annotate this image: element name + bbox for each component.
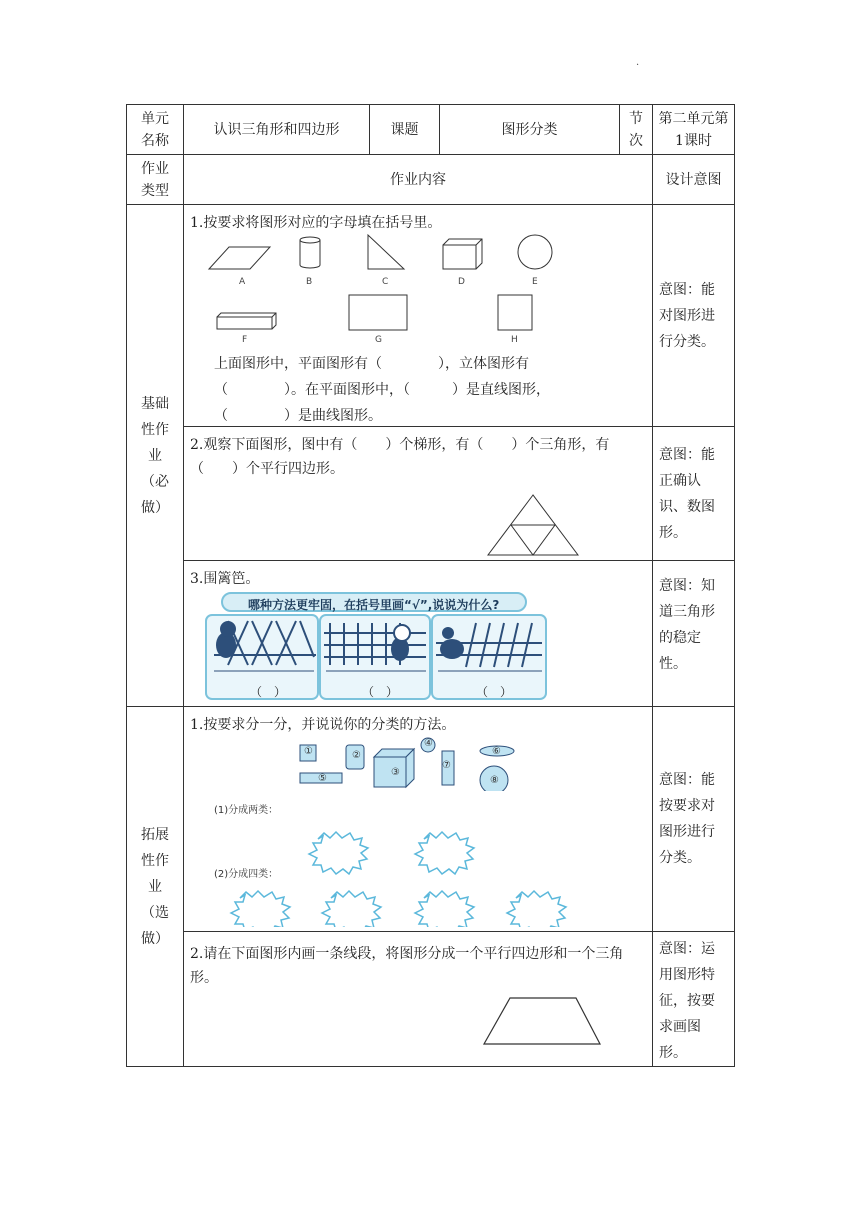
basic-q1-line1: 上面图形中，平面图形有（ ），立体图形有	[214, 356, 529, 372]
topic-label: 课题	[370, 105, 440, 155]
extended-q2	[184, 932, 653, 1067]
basic-q2-prompt: 2.观察下面图形，图中有（ ）个梯形，有（ ）个三角形，有（ ）个平行四边形。	[190, 437, 610, 477]
shape-label: A	[239, 277, 246, 287]
shape-label: H	[511, 335, 518, 345]
basic-q1-line2: （ ）。在平面图形中，（ ）是直线图形，	[214, 382, 550, 398]
shape-label: C	[382, 277, 389, 287]
basic-q3-intent: 意图：知道三角形的稳定性。	[653, 561, 735, 707]
solid-item: ①	[304, 746, 313, 757]
fence-answer-paren[interactable]: （ ）	[476, 685, 513, 699]
basic-q1	[184, 205, 653, 427]
burst-shape	[415, 832, 474, 874]
homework-table	[126, 104, 735, 1067]
solid-item: ⑧	[490, 775, 499, 786]
basic-q2	[184, 427, 653, 561]
shape-d-cube	[443, 239, 482, 269]
burst-shape	[415, 891, 474, 927]
page-mark: ·	[636, 60, 640, 71]
triangle-figure	[484, 493, 584, 559]
extended-category-label: 拓展性作业（选做）	[127, 707, 184, 1067]
basic-q1-intent: 意图：能对图形进行分类。	[653, 205, 735, 427]
intent-label: 设计意图	[653, 155, 735, 205]
extended-q1-prompt: 1.按要求分一分，并说说你的分类的方法。	[190, 717, 456, 733]
burst-shape	[322, 891, 381, 927]
solid-item: ⑤	[318, 773, 327, 784]
basic-category-label: 基础性作业（必做）	[127, 205, 184, 707]
shape-label: G	[375, 335, 382, 345]
lesson-label: 节次	[620, 105, 653, 155]
basic-q2-intent: 意图：能正确认识、数图形。	[653, 427, 735, 561]
shape-label: F	[242, 335, 248, 345]
fence-answer-paren[interactable]: （ ）	[362, 685, 399, 699]
burst-shape	[231, 891, 290, 927]
shape-h-square	[498, 295, 532, 330]
fence-answer-paren[interactable]: （ ）	[250, 685, 287, 699]
trapezoid-figure	[480, 994, 610, 1050]
extended-q1-sub2: (2)分成四类：	[214, 869, 279, 880]
shape-label: D	[458, 277, 465, 287]
shape-g-rectangle	[349, 295, 407, 330]
shape-c-triangle	[368, 235, 404, 269]
shape-a-parallelogram	[209, 247, 270, 269]
content-label: 作业内容	[184, 155, 653, 205]
topic: 图形分类	[440, 105, 620, 155]
basic-q1-prompt: 1.按要求将图形对应的字母填在括号里。	[190, 215, 442, 231]
fence-banner: 哪种方法更牢固，在括号里画“√”,说说为什么?	[248, 598, 500, 612]
shapes-figure	[184, 205, 620, 355]
extended-q1	[184, 707, 653, 932]
unit-name: 认识三角形和四边形	[184, 105, 370, 155]
shape-label: E	[532, 277, 538, 287]
burst-shape	[309, 832, 368, 874]
unit-name-label: 单元名称	[127, 105, 184, 155]
solid-item: ②	[352, 750, 361, 761]
shape-f-cuboid	[217, 313, 276, 329]
type-label: 作业类型	[127, 155, 184, 205]
extended-q1-sub1: (1)分成两类：	[214, 805, 279, 816]
burst-shape	[507, 891, 566, 927]
solid-item: ⑥	[492, 746, 501, 757]
solid-item: ⑦	[442, 760, 451, 771]
shape-b-cylinder	[300, 237, 320, 268]
basic-q3-prompt: 3.围篱笆。	[190, 571, 260, 587]
extended-q1-intent: 意图：能按要求对图形进行分类。	[653, 707, 735, 932]
solid-item: ③	[391, 767, 400, 778]
shape-e-circle	[518, 235, 552, 269]
basic-q3	[184, 561, 653, 707]
basic-q1-line3: （ ）是曲线图形。	[214, 408, 382, 424]
shape-label: B	[306, 277, 313, 287]
answer-bursts	[184, 807, 620, 927]
extended-q2-intent: 意图：运用图形特征，按要求画图形。	[653, 932, 735, 1067]
lesson: 第二单元第1课时	[653, 105, 735, 155]
solid-item: ④	[424, 738, 433, 749]
extended-q2-prompt: 2.请在下面图形内画一条线段，将图形分成一个平行四边形和一个三角形。	[190, 946, 624, 986]
